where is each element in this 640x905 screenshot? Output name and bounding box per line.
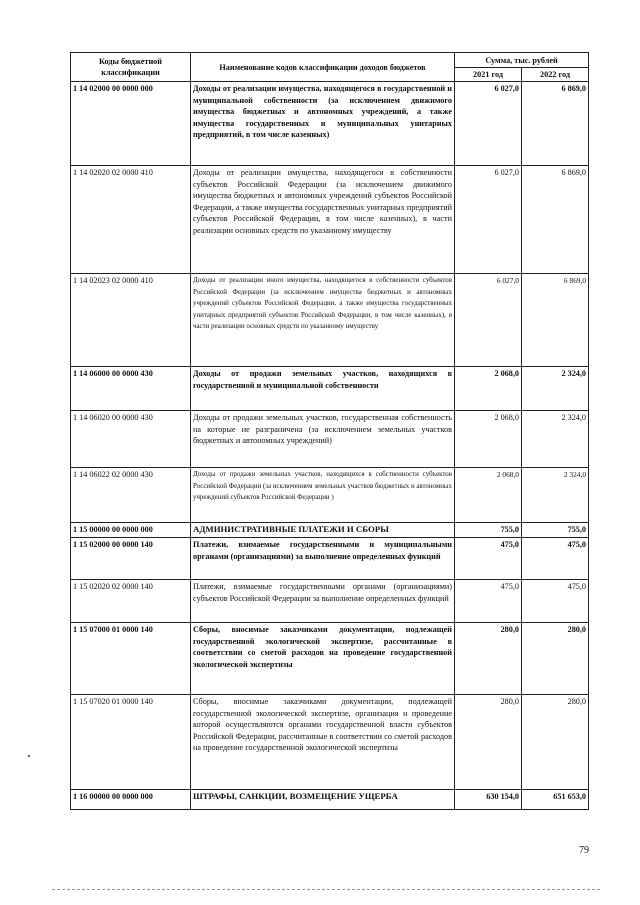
row-value-2021: 755,0 bbox=[455, 523, 522, 538]
row-name: Доходы от реализации иного имущества, находящегося в собственности субъектов Российской Федерации (за исключением имущества бюджетных и автономных учреждений субъектов Российской Федерации, а также имущества государственных унитарных предприятий субъектов Российской Федерации, в том числе казенных), в части реализации основных средств по указанному имуществу bbox=[191, 274, 455, 367]
row-value-2022: 6 869,0 bbox=[522, 82, 589, 166]
row-code: 1 15 07000 01 0000 140 bbox=[71, 623, 191, 695]
row-code: 1 14 02000 00 0000 000 bbox=[71, 82, 191, 166]
header-codes: Коды бюджетной классификации bbox=[71, 53, 191, 82]
row-name: Платежи, взимаемые государственными и муниципальными органами (организациями) за выполнение определенных функций bbox=[191, 538, 455, 580]
row-code: 1 14 02020 02 0000 410 bbox=[71, 166, 191, 274]
row-value-2021: 280,0 bbox=[455, 623, 522, 695]
row-code: 1 15 02000 00 0000 140 bbox=[71, 538, 191, 580]
header-sum: Сумма, тыс. рублей bbox=[455, 53, 589, 68]
row-name: Сборы, вносимые заказчиками документации, подлежащей государственной экологической экспертизе, рассчитанные в соответствии со сметой расходов на проведение государственной экологической экспертизы bbox=[191, 623, 455, 695]
row-value-2022: 475,0 bbox=[522, 538, 589, 580]
row-code: 1 14 06000 00 0000 430 bbox=[71, 367, 191, 411]
row-value-2022: 651 653,0 bbox=[522, 790, 589, 810]
row-code: 1 15 07020 01 0000 140 bbox=[71, 695, 191, 790]
row-value-2021: 630 154,0 bbox=[455, 790, 522, 810]
row-name: Доходы от реализации имущества, находящегося в государственной и муниципальной собственности (за исключением движимого имущества бюджетных и автономных учреждений, а также имущества государственных и муниципальных унитарных предприятий, в том числе казенных) bbox=[191, 82, 455, 166]
row-name: Доходы от реализации имущества, находящегося в собственности субъектов Российской Федерации (за исключением движимого имущества бюджетных и автономных учреждений субъектов Российской Федерации, а также имущества государственных унитарных предприятий субъектов Российской Федерации, в том числе казенных), в части реализации основных средств по указанному имуществу bbox=[191, 166, 455, 274]
row-name: Платежи, взимаемые государственными органами (организациями) субъектов Российской Федерации за выполнение определенных функций bbox=[191, 580, 455, 623]
row-code: 1 15 00000 00 0000 000 bbox=[71, 523, 191, 538]
row-value-2021: 475,0 bbox=[455, 538, 522, 580]
table-row bbox=[71, 623, 589, 695]
row-value-2022: 755,0 bbox=[522, 523, 589, 538]
row-code: 1 16 00000 00 0000 000 bbox=[71, 790, 191, 810]
table-row bbox=[71, 523, 589, 538]
row-value-2022: 280,0 bbox=[522, 695, 589, 790]
row-value-2022: 6 869,0 bbox=[522, 166, 589, 274]
row-code: 1 14 06022 02 0000 430 bbox=[71, 468, 191, 523]
row-name: ШТРАФЫ, САНКЦИИ, ВОЗМЕЩЕНИЕ УЩЕРБА bbox=[191, 790, 455, 810]
scan-artifact bbox=[28, 755, 30, 757]
row-code: 1 14 06020 00 0000 430 bbox=[71, 411, 191, 468]
header-name: Наименование кодов классификации доходов бюджетов bbox=[191, 53, 455, 82]
table-row bbox=[71, 82, 589, 166]
row-value-2022: 6 869,0 bbox=[522, 274, 589, 367]
table-row bbox=[71, 695, 589, 790]
row-value-2021: 2 068,0 bbox=[455, 411, 522, 468]
row-code: 1 14 02023 02 0000 410 bbox=[71, 274, 191, 367]
row-value-2021: 280,0 bbox=[455, 695, 522, 790]
row-value-2022: 2 324,0 bbox=[522, 411, 589, 468]
budget-revenue-table bbox=[70, 52, 589, 810]
row-code: 1 15 02020 02 0000 140 bbox=[71, 580, 191, 623]
row-name: Доходы от продажи земельных участков, находящихся в собственности субъектов Российской Федерации (за исключением земельных участков бюджетных и автономных учреждений субъектов Российской Федерации ) bbox=[191, 468, 455, 523]
header-year-2021: 2021 год bbox=[455, 68, 522, 82]
table-row bbox=[71, 367, 589, 411]
table-row bbox=[71, 538, 589, 580]
row-value-2021: 6 027,0 bbox=[455, 166, 522, 274]
table-row bbox=[71, 274, 589, 367]
row-value-2021: 2 068,0 bbox=[455, 468, 522, 523]
row-name: Доходы от продажи земельных участков, государственная собственность на которые не разграничена (за исключением земельных участков бюджетных и автономных учреждений) bbox=[191, 411, 455, 468]
page-number: 79 bbox=[579, 845, 589, 856]
row-value-2021: 2 068,0 bbox=[455, 367, 522, 411]
table-row bbox=[71, 411, 589, 468]
header-year-2022: 2022 год bbox=[522, 68, 589, 82]
scan-edge-line bbox=[52, 889, 600, 890]
table-row bbox=[71, 468, 589, 523]
row-name: АДМИНИСТРАТИВНЫЕ ПЛАТЕЖИ И СБОРЫ bbox=[191, 523, 455, 538]
row-name: Сборы, вносимые заказчиками документации, подлежащей государственной экологической экспертизе, организация и проведение которой осуществляются органами государственной власти субъектов Российской Федерации, рассчитанные в соответствии со сметой расходов на проведение государственной экологической экспертизы bbox=[191, 695, 455, 790]
row-value-2021: 475,0 bbox=[455, 580, 522, 623]
row-value-2022: 280,0 bbox=[522, 623, 589, 695]
row-value-2021: 6 027,0 bbox=[455, 82, 522, 166]
row-value-2022: 2 324,0 bbox=[522, 367, 589, 411]
row-value-2022: 2 324,0 bbox=[522, 468, 589, 523]
row-value-2021: 6 027,0 bbox=[455, 274, 522, 367]
row-value-2022: 475,0 bbox=[522, 580, 589, 623]
table-row bbox=[71, 580, 589, 623]
table-row bbox=[71, 790, 589, 810]
table-row bbox=[71, 166, 589, 274]
row-name: Доходы от продажи земельных участков, находящихся в государственной и муниципальной собственности bbox=[191, 367, 455, 411]
